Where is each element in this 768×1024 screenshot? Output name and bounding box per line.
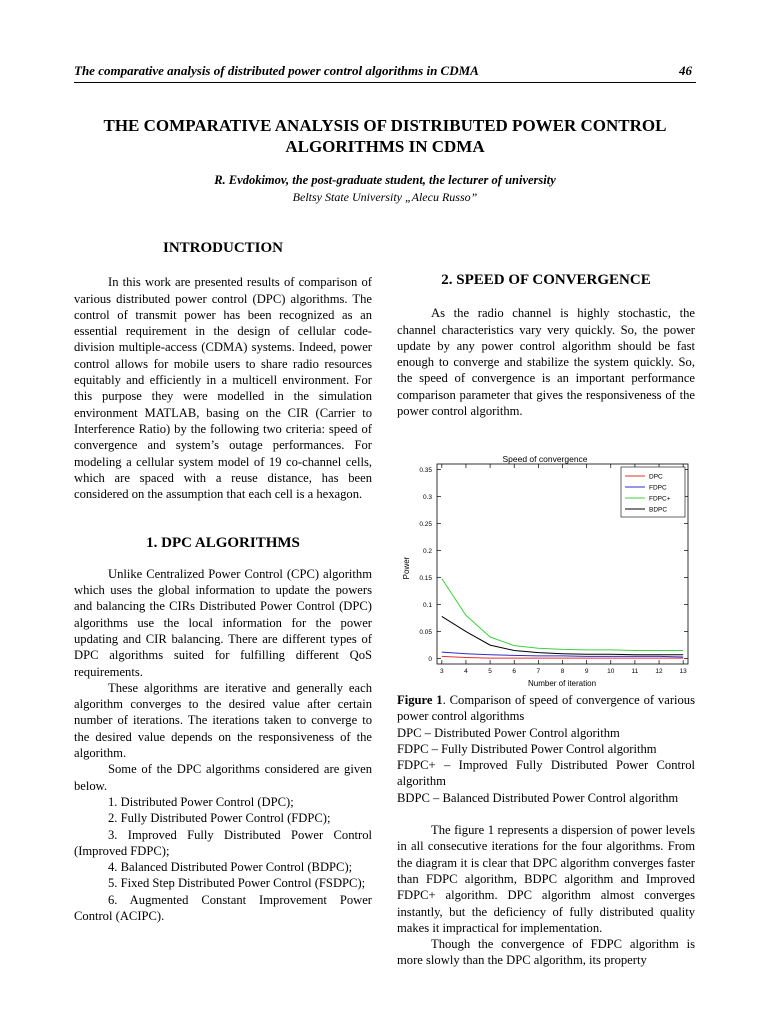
x-tick-label: 10 — [607, 668, 615, 675]
x-tick-label: 6 — [512, 668, 517, 675]
x-tick-label: 4 — [464, 668, 468, 675]
title-line-1: THE COMPARATIVE ANALYSIS OF DISTRIBUTED POWER CONTROL — [103, 116, 667, 135]
x-tick-label: 13 — [679, 668, 687, 675]
section2-paragraph-2: The figure 1 represents a dispersion of power levels in all consecutive iterations for the four algorithms. From the diagram it is clear that DPC algorithm converges faster than FDPC algorithm, BDPC algorithm and Improved FDPC+ algorithm. DPC algorithm almost converges instantly, but the deficiency of fully distributed quality makes it impractical for implementation. — [397, 823, 695, 935]
chart-title: Speed of convergence — [502, 454, 588, 464]
convergence-chart — [397, 448, 697, 690]
figure-caption-block — [397, 692, 695, 969]
section1-heading: 1. DPC ALGORITHMS — [146, 535, 300, 552]
running-head-title: The comparative analysis of distributed power control algorithms in CDMA — [74, 63, 479, 78]
x-tick-label: 8 — [560, 668, 565, 675]
x-tick-label: 5 — [488, 668, 492, 675]
definition: FDPC+ – Improved Fully Distributed Power Control algorithm — [397, 758, 695, 789]
y-tick-label: 0.05 — [419, 629, 432, 637]
y-tick-label: 0.25 — [419, 520, 432, 528]
paper-title — [74, 115, 696, 157]
section2-heading: 2. SPEED OF CONVERGENCE — [441, 272, 651, 288]
section2-paragraph-1: As the radio channel is highly stochastic, the channel characteristics vary very quickly. So, the power update by any power control algorithm should be fast enough to converge and stabilize the system quickly. So, the speed of convergence is an important performance comparison parameter that gives the responsiveness of the power control algorithm. — [397, 306, 695, 419]
title-line-2: ALGORITHMS IN CDMA — [285, 137, 485, 156]
intro-heading: INTRODUCTION — [162, 240, 283, 256]
figure-label: Figure 1 — [397, 693, 443, 707]
x-tick-label: 7 — [536, 668, 541, 675]
section1-paragraph-3: Some of the DPC algorithms considered are given below. — [74, 762, 372, 793]
list-item: 6. Augmented Constant Improvement Power Control (ACIPC). — [74, 892, 372, 923]
legend-label: FDPC — [649, 484, 667, 492]
x-tick-label: 9 — [584, 668, 589, 675]
list-item: 2. Fully Distributed Power Control (FDPC); — [108, 811, 331, 826]
y-tick-label: 0.3 — [422, 493, 432, 501]
section1-paragraph-2: These algorithms are iterative and generally each algorithm converges to the desired value after certain number of iterations. The iterations taken to converge to the desired value depends on the responsiveness of the algorithm. — [74, 680, 372, 761]
list-item: 1. Distributed Power Control (DPC); — [108, 794, 294, 809]
legend-label: DPC — [649, 473, 663, 481]
definition: DPC – Distributed Power Control algorithm — [397, 725, 620, 740]
list-item: 4. Balanced Distributed Power Control (BDPC); — [108, 860, 353, 875]
series-line-fdpc-plus — [442, 579, 683, 651]
author: R. Evdokimov, the post-graduate student, the lecturer of university — [214, 173, 556, 187]
x-tick-label: 3 — [440, 668, 444, 675]
left-column — [74, 240, 372, 924]
figure-caption — [397, 692, 695, 725]
definition: FDPC – Fully Distributed Power Control algorithm — [397, 741, 657, 756]
figure-caption-text: . Comparison of speed of convergence of various power control algorithms — [397, 693, 696, 724]
y-tick-label: 0.35 — [419, 466, 432, 474]
y-tick-label: 0 — [428, 656, 432, 664]
legend-label: FDPC+ — [649, 495, 671, 503]
y-axis-label: Power — [402, 556, 411, 580]
x-tick-label: 12 — [655, 668, 663, 675]
x-tick-label: 11 — [631, 668, 639, 675]
list-item: 5. Fixed Step Distributed Power Control (FSDPC); — [108, 876, 366, 891]
y-tick-label: 0.15 — [419, 575, 432, 583]
intro-text: In this work are presented results of comparison of various distributed power control (DPC) algorithms. The control of transmit power has been recognized as an essential requirement in the design of cellular code-division multiple-access (CDMA) systems. Indeed, power control allows for mobile users to share radio resources equitably and efficiently in a multicell environment. For this purpose they were modelled in the simulation environment MATLAB, basing on the CIR (Carrier to Interference Ratio) by the following two criteria: speed of convergence and system’s outage performances. For modeling a cellular system model of 19 co-channel cells, which are spaced with a reuse distance, has been considered on the assumption that each cell is a hexagon. — [74, 275, 372, 502]
x-axis-label: Number of iteration — [527, 679, 597, 688]
legend-label: BDPC — [649, 506, 668, 514]
section2-paragraph-3: Though the convergence of FDPC algorithm is more slowly than the DPC algorithm, its property — [397, 937, 695, 968]
y-tick-label: 0.1 — [422, 602, 432, 610]
definition: BDPC – Balanced Distributed Power Control algorithm — [397, 790, 679, 805]
affiliation: Beltsy State University „Alecu Russo” — [292, 190, 478, 204]
list-item: 3. Improved Fully Distributed Power Control (Improved FDPC); — [74, 827, 372, 858]
right-column — [397, 272, 695, 419]
page-number: 46 — [679, 63, 692, 78]
running-head — [74, 62, 696, 83]
y-tick-label: 0.2 — [422, 547, 432, 555]
section1-paragraph-1: Unlike Centralized Power Control (CPC) algorithm which uses the global information to update the powers and balancing the CIRs Distributed Power Control (DPC) algorithms use the local information for the power updating and CIR balancing. There are different types of DPC algorithms suited for fulfilling different QoS requirements. — [74, 566, 372, 679]
